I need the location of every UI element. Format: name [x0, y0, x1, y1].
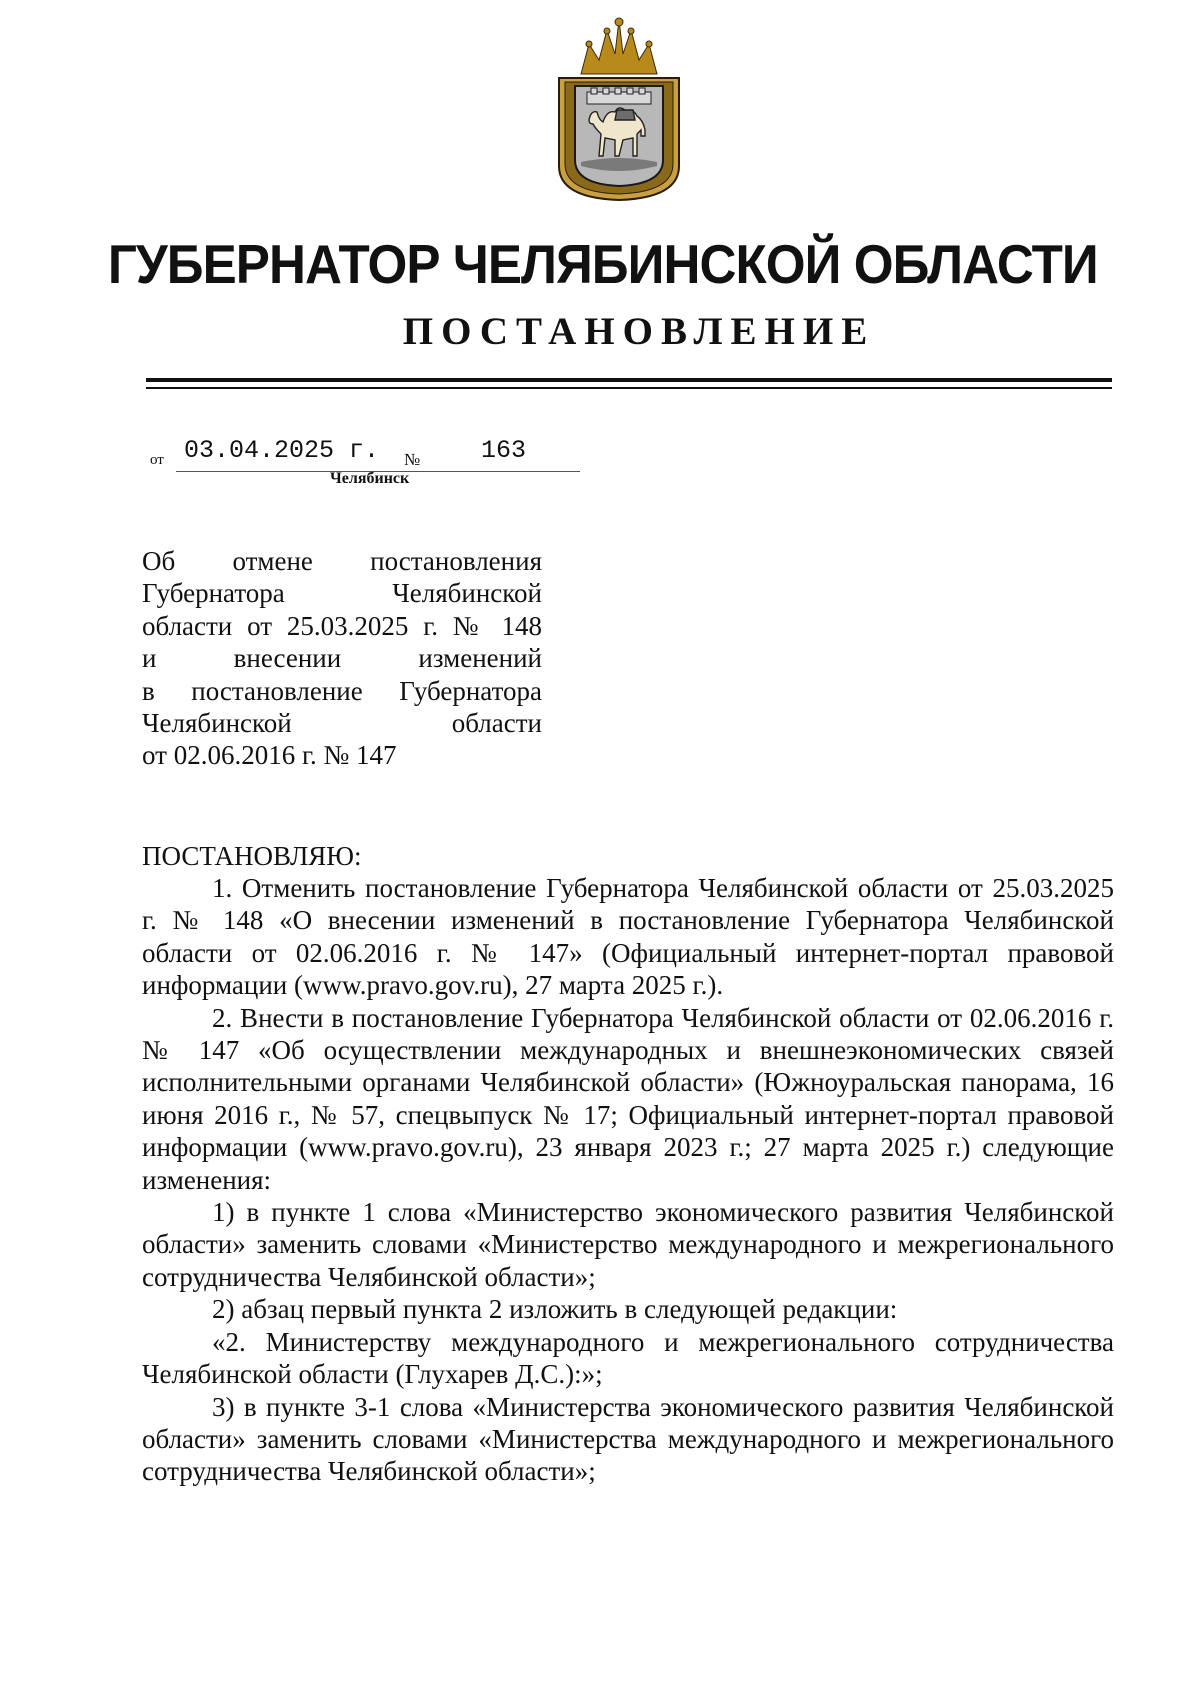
- header-divider-thin: [146, 387, 1112, 389]
- number-underline: [445, 471, 580, 472]
- date-prefix: от: [150, 452, 164, 468]
- subject-line: Об отмене постановления: [142, 546, 542, 576]
- coat-of-arms-icon: [553, 16, 685, 202]
- document-date: 03.04.2025 г.: [184, 436, 380, 465]
- subject-line: Губернатора Челябинской: [142, 578, 542, 609]
- registration-row: [150, 436, 580, 472]
- number-label: №: [404, 450, 421, 469]
- document-type-heading: ПОСТАНОВЛЕНИЕ: [402, 310, 876, 353]
- subject-line: области от 25.03.2025 г. № 148: [142, 610, 542, 641]
- paragraph-2-2-quote: «2. Министерству международного и межрегионального сотрудничества Челябинской области (Глухарев Д.С.):»;: [142, 1326, 1114, 1390]
- subject-line: и внесении изменений: [142, 643, 542, 674]
- document-number: 163: [481, 436, 527, 465]
- decree-word: ПОСТАНОВЛЯЮ:: [142, 841, 362, 871]
- paragraph-1: 1. Отменить постановление Губернатора Челябинской области от 25.03.2025 г. № 148 «О внесении изменений в постановление Губернатора Челябинской области от 02.06.2016 г. № 147» (Официальный интернет-портал правовой информации (www.pravo.gov.ru), 27 марта 2025 г.).: [142, 873, 1114, 1001]
- subject-line: Челябинской области: [142, 707, 542, 738]
- subject-line: от 02.06.2016 г. № 147: [142, 740, 397, 771]
- header-divider-thick: [146, 378, 1112, 382]
- organization-title: ГУБЕРНАТОР ЧЕЛЯБИНСКОЙ ОБЛАСТИ: [107, 233, 1098, 295]
- city-label: Челябинск: [330, 470, 410, 487]
- document-subject: [142, 545, 542, 772]
- paragraph-2-1: 1) в пункте 1 слова «Министерство экономического развития Челябинской области» заменить словами «Министерство международного и межрегионального сотрудничества Челябинской области»;: [142, 1197, 1114, 1292]
- paragraph-2-2: 2) абзац первый пункта 2 изложить в следующей редакции:: [212, 1294, 898, 1325]
- document-body: [142, 872, 1114, 1488]
- paragraph-2: 2. Внести в постановление Губернатора Челябинской области от 02.06.2016 г. № 147 «Об осуществлении международных и внешнеэкономических связей исполнительными органами Челябинской области» (Южноуральская панорама, 16 июня 2016 г., № 57, спецвыпуск № 17; Официальный интернет-портал правовой информации (www.pravo.gov.ru), 23 января 2023 г.; 27 марта 2025 г.) следующие изменения:: [142, 1002, 1114, 1195]
- subject-line: в постановление Губернатора: [142, 675, 542, 706]
- paragraph-2-3: 3) в пункте 3-1 слова «Министерства экономического развития Челябинской области» заменить словами «Министерства международного и межрегионального сотрудничества Челябинской области»;: [142, 1391, 1114, 1487]
